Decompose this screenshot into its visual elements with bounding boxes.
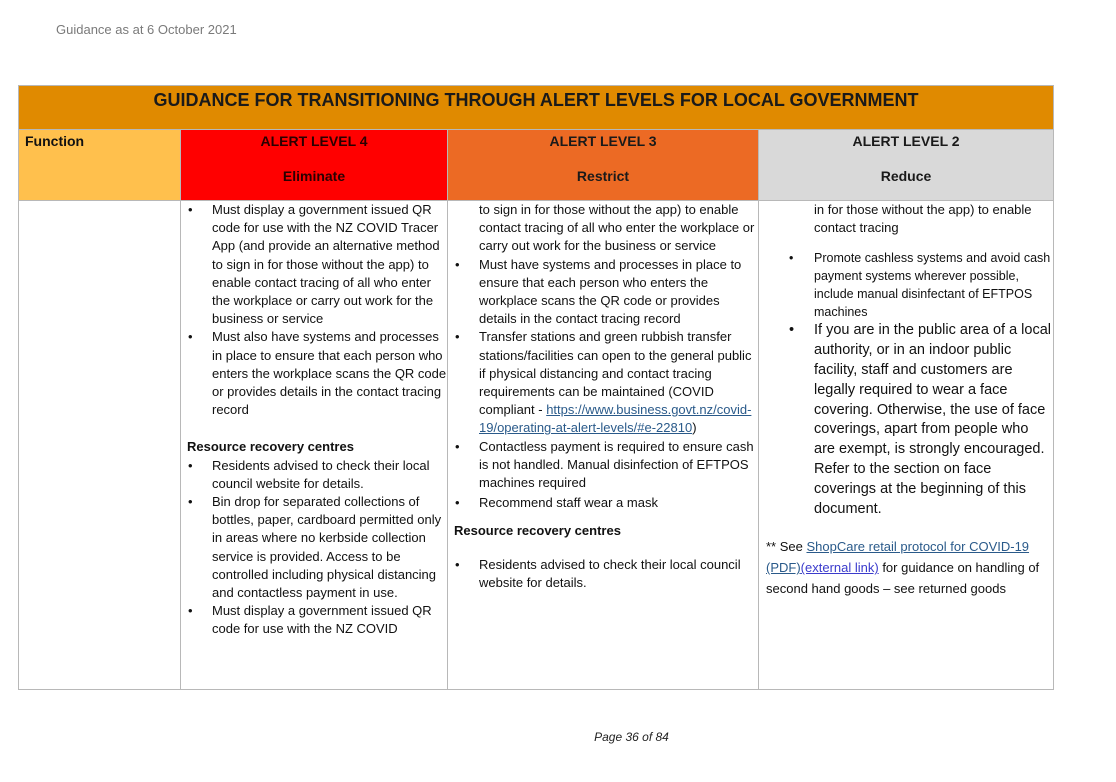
list-item: • If you are in the public area of a local authority, or in an indoor public facility, staff and customers are legally required to wear a face covering. Otherwise, the use of face coverings, apart from people who are exempt, is strongly encouraged. Refer to the section on face coverings at the beginning of this document. — [759, 321, 1053, 519]
table-title: GUIDANCE FOR TRANSITIONING THROUGH ALERT LEVELS FOR LOCAL GOVERNMENT — [19, 86, 1054, 130]
level2-large-list — [759, 321, 1053, 519]
alert-level-4-name: ALERT LEVEL 4 — [260, 133, 368, 149]
function-cell — [19, 201, 181, 690]
alert-level-2-name: ALERT LEVEL 2 — [852, 133, 960, 149]
external-link[interactable]: (external link) — [800, 560, 879, 576]
list-item — [448, 328, 758, 437]
level3-top-list — [448, 256, 758, 513]
alert-level-2-content — [759, 201, 1054, 690]
list-item: • Recommend staff wear a mask — [448, 494, 758, 512]
level3-section-title: Resource recovery centres — [454, 523, 621, 539]
level4-top-list — [181, 201, 447, 419]
level4-section-list — [181, 457, 447, 639]
list-item: • Promote cashless systems and avoid cash payment systems wherever possible, include manual disinfectant of EFTPOS machines — [759, 249, 1053, 321]
transfer-text: Transfer stations and green rubbish transfer stations/facilities can open to the general public if physical distancing and contact tracing requirements can be maintained (COVID compliant - — [479, 329, 752, 418]
alert-level-2-subtitle: Reduce — [880, 168, 932, 184]
alert-level-4-content — [181, 201, 448, 690]
alert-level-3-subtitle: Restrict — [576, 168, 630, 184]
shopcare-link[interactable]: ShopCare retail protocol for COVID-19 (PDF) — [766, 539, 1030, 576]
transfer-close: ) — [692, 420, 697, 436]
alert-level-2-header — [759, 130, 1054, 201]
list-item: • Must display a government issued QR code for use with the NZ COVID — [181, 602, 447, 638]
page-header: Guidance as at 6 October 2021 — [56, 22, 237, 37]
function-header — [19, 130, 181, 201]
alert-level-3-header — [448, 130, 759, 201]
business-govt-link[interactable]: https://www.business.govt.nz/covid-19/operating-at-alert-levels/#e-22810 — [479, 402, 752, 436]
list-item: • Residents advised to check their local council website for details. — [181, 457, 447, 493]
level4-section-title: Resource recovery centres — [187, 439, 354, 455]
alert-level-4-header — [181, 130, 448, 201]
list-item: • Must have systems and processes in place to ensure that each person who enters the workplace scans the QR code or provides details in the contact tracing record — [448, 256, 758, 329]
note-suffix: for guidance on handling of second hand goods – see returned goods — [766, 560, 1040, 597]
list-item: • Residents advised to check their local council website for details. — [448, 556, 758, 592]
list-item: • Bin drop for separated collections of bottles, paper, cardboard permitted only in areas where no kerbside collection service is provided. Access to be controlled including physical distancing and contactless payment in use. — [181, 493, 447, 602]
function-header-label: Function — [25, 133, 85, 149]
alert-level-3-content — [448, 201, 759, 690]
list-item: • Must also have systems and processes in place to ensure that each person who enters the workplace scans the QR code or provides details in the contact tracing record — [181, 328, 447, 419]
level3-section-list — [448, 556, 758, 592]
alert-level-3-name: ALERT LEVEL 3 — [549, 133, 657, 149]
note-prefix: ** See — [766, 539, 807, 555]
guidance-table — [18, 85, 1054, 690]
list-item: • Must display a government issued QR code for use with the NZ COVID Tracer App (and provide an alternative method to sign in for those without the app) to enable contact tracing of all who enter the workplace or carry out work for the business or service — [181, 201, 447, 328]
level2-small-list — [759, 249, 1053, 321]
shopcare-note — [759, 536, 1053, 599]
list-item: • Contactless payment is required to ensure cash is not handled. Manual disinfection of EFTPOS machines required — [448, 438, 758, 493]
alert-level-4-subtitle: Eliminate — [282, 168, 346, 184]
level3-continuation: to sign in for those without the app) to enable contact tracing of all who enter the workplace or carry out work for the business or service — [479, 202, 755, 254]
page-number: Page 36 of 84 — [594, 730, 669, 744]
level2-continuation: in for those without the app) to enable contact tracing — [814, 202, 1032, 236]
